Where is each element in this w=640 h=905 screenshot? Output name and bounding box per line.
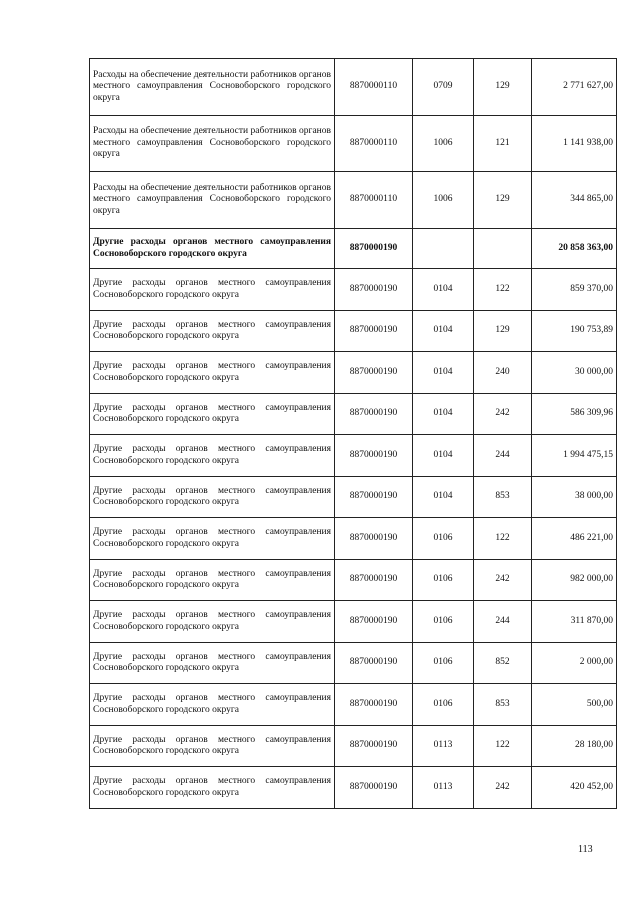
row-target-article: 8870000190 xyxy=(335,518,413,560)
row-section-code: 1006 xyxy=(413,172,474,229)
row-expense-type: 122 xyxy=(474,269,532,311)
row-target-article: 8870000110 xyxy=(335,172,413,229)
row-amount: 486 221,00 xyxy=(532,518,617,560)
table-row xyxy=(90,269,617,311)
row-expense-type: 244 xyxy=(474,601,532,643)
row-expense-type: 242 xyxy=(474,394,532,435)
row-description: Другие расходы органов местного самоуправления Сосновоборского городского округа xyxy=(90,435,335,477)
row-expense-type: 121 xyxy=(474,116,532,172)
row-amount: 28 180,00 xyxy=(532,726,617,767)
row-amount: 859 370,00 xyxy=(532,269,617,311)
row-target-article: 8870000190 xyxy=(335,394,413,435)
row-section-code: 0106 xyxy=(413,518,474,560)
row-amount: 311 870,00 xyxy=(532,601,617,643)
row-target-article: 8870000190 xyxy=(335,477,413,518)
row-expense-type: 853 xyxy=(474,477,532,518)
row-amount: 30 000,00 xyxy=(532,352,617,394)
table-row xyxy=(90,311,617,352)
row-amount: 344 865,00 xyxy=(532,172,617,229)
row-section-code: 0104 xyxy=(413,269,474,311)
row-target-article: 8870000190 xyxy=(335,269,413,311)
row-target-article: 8870000190 xyxy=(335,601,413,643)
row-description: Другие расходы органов местного самоуправления Сосновоборского городского округа xyxy=(90,269,335,311)
row-description: Другие расходы органов местного самоуправления Сосновоборского городского округа xyxy=(90,394,335,435)
row-expense-type: 242 xyxy=(474,560,532,601)
row-description: Другие расходы органов местного самоуправления Сосновоборского городского округа xyxy=(90,767,335,809)
row-section-code xyxy=(413,229,474,269)
row-description: Расходы на обеспечение деятельности работников органов местного самоуправления Сосновоборского городского округа xyxy=(90,116,335,172)
row-expense-type xyxy=(474,229,532,269)
table-row xyxy=(90,394,617,435)
row-target-article: 8870000190 xyxy=(335,311,413,352)
row-section-code: 0106 xyxy=(413,684,474,726)
row-amount: 1 994 475,15 xyxy=(532,435,617,477)
row-expense-type: 129 xyxy=(474,172,532,229)
row-section-code: 0113 xyxy=(413,767,474,809)
row-section-code: 0709 xyxy=(413,59,474,116)
row-amount: 420 452,00 xyxy=(532,767,617,809)
table-row xyxy=(90,477,617,518)
row-description: Другие расходы органов местного самоуправления Сосновоборского городского округа xyxy=(90,684,335,726)
row-target-article: 8870000110 xyxy=(335,59,413,116)
row-target-article: 8870000190 xyxy=(335,435,413,477)
row-expense-type: 244 xyxy=(474,435,532,477)
table-row xyxy=(90,229,617,269)
row-target-article: 8870000190 xyxy=(335,684,413,726)
row-amount: 586 309,96 xyxy=(532,394,617,435)
row-description: Другие расходы органов местного самоуправления Сосновоборского городского округа xyxy=(90,518,335,560)
row-target-article: 8870000190 xyxy=(335,352,413,394)
row-target-article: 8870000190 xyxy=(335,229,413,269)
row-section-code: 0106 xyxy=(413,643,474,684)
row-target-article: 8870000190 xyxy=(335,726,413,767)
table-row xyxy=(90,518,617,560)
row-expense-type: 129 xyxy=(474,311,532,352)
table-row xyxy=(90,172,617,229)
row-section-code: 1006 xyxy=(413,116,474,172)
table-row xyxy=(90,59,617,116)
row-expense-type: 122 xyxy=(474,726,532,767)
table-row xyxy=(90,116,617,172)
table-row xyxy=(90,352,617,394)
row-section-code: 0106 xyxy=(413,601,474,643)
row-expense-type: 129 xyxy=(474,59,532,116)
row-amount: 190 753,89 xyxy=(532,311,617,352)
row-amount: 2 771 627,00 xyxy=(532,59,617,116)
row-description: Другие расходы органов местного самоуправления Сосновоборского городского округа xyxy=(90,643,335,684)
table-row xyxy=(90,435,617,477)
table-row xyxy=(90,643,617,684)
row-expense-type: 242 xyxy=(474,767,532,809)
row-section-code: 0104 xyxy=(413,311,474,352)
table-row xyxy=(90,726,617,767)
row-amount: 1 141 938,00 xyxy=(532,116,617,172)
table-row xyxy=(90,601,617,643)
row-description: Другие расходы органов местного самоуправления Сосновоборского городского округа xyxy=(90,229,335,269)
row-target-article: 8870000190 xyxy=(335,560,413,601)
row-description: Другие расходы органов местного самоуправления Сосновоборского городского округа xyxy=(90,311,335,352)
row-target-article: 8870000190 xyxy=(335,767,413,809)
row-section-code: 0104 xyxy=(413,477,474,518)
row-expense-type: 852 xyxy=(474,643,532,684)
row-amount: 2 000,00 xyxy=(532,643,617,684)
row-description: Другие расходы органов местного самоуправления Сосновоборского городского округа xyxy=(90,726,335,767)
row-amount: 500,00 xyxy=(532,684,617,726)
row-section-code: 0113 xyxy=(413,726,474,767)
row-expense-type: 240 xyxy=(474,352,532,394)
page-number: 113 xyxy=(578,844,593,855)
budget-table xyxy=(89,58,617,809)
row-description: Другие расходы органов местного самоуправления Сосновоборского городского округа xyxy=(90,352,335,394)
row-target-article: 8870000110 xyxy=(335,116,413,172)
table-row xyxy=(90,684,617,726)
row-amount: 38 000,00 xyxy=(532,477,617,518)
table-row xyxy=(90,767,617,809)
row-amount: 982 000,00 xyxy=(532,560,617,601)
row-expense-type: 122 xyxy=(474,518,532,560)
row-section-code: 0104 xyxy=(413,394,474,435)
row-description: Расходы на обеспечение деятельности работников органов местного самоуправления Сосновоборского городского округа xyxy=(90,172,335,229)
row-section-code: 0106 xyxy=(413,560,474,601)
row-expense-type: 853 xyxy=(474,684,532,726)
row-description: Расходы на обеспечение деятельности работников органов местного самоуправления Сосновоборского городского округа xyxy=(90,59,335,116)
row-section-code: 0104 xyxy=(413,435,474,477)
row-section-code: 0104 xyxy=(413,352,474,394)
row-description: Другие расходы органов местного самоуправления Сосновоборского городского округа xyxy=(90,601,335,643)
table-row xyxy=(90,560,617,601)
row-amount: 20 858 363,00 xyxy=(532,229,617,269)
row-target-article: 8870000190 xyxy=(335,643,413,684)
budget-table-body xyxy=(90,59,617,809)
row-description: Другие расходы органов местного самоуправления Сосновоборского городского округа xyxy=(90,560,335,601)
row-description: Другие расходы органов местного самоуправления Сосновоборского городского округа xyxy=(90,477,335,518)
